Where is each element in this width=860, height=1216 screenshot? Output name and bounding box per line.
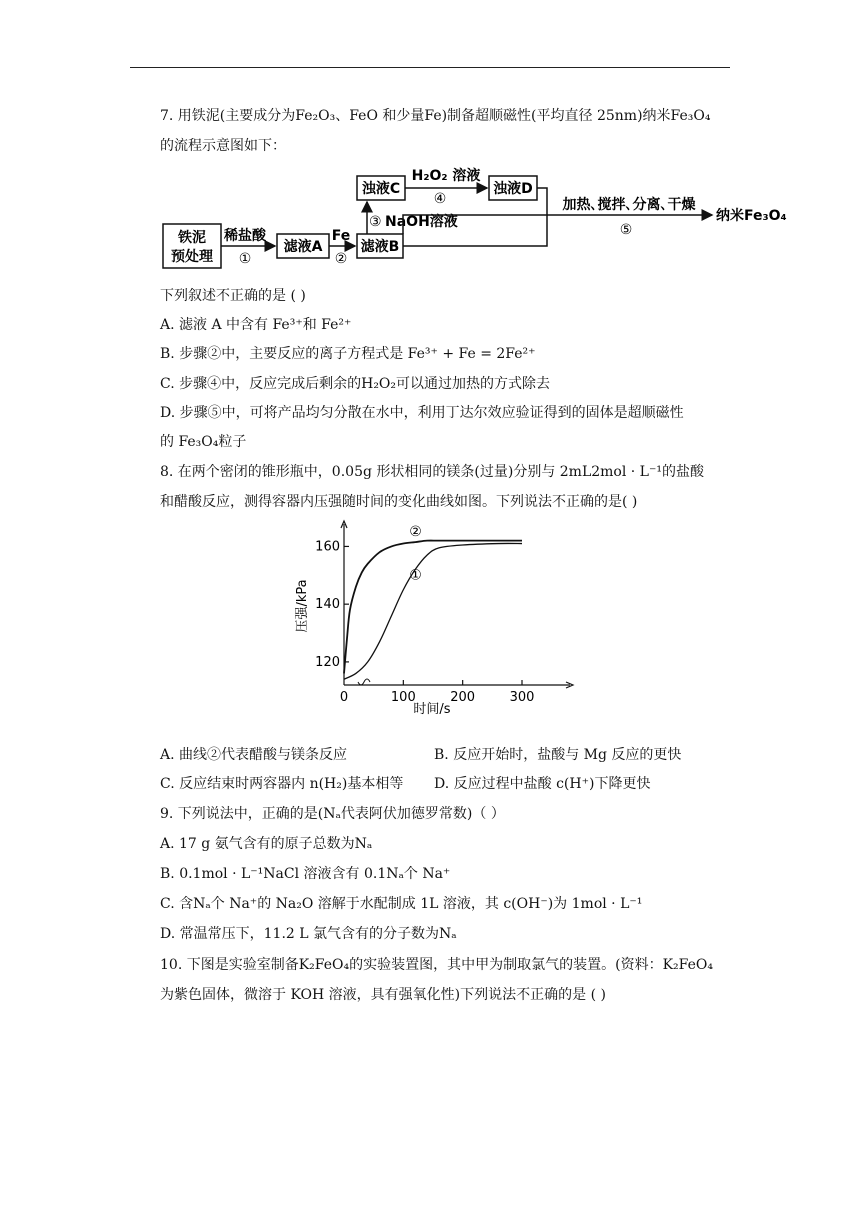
q10-stem-line1: 10. 下图是实验室制备K₂FeO₄的实验装置图，其中甲为制取氯气的装置。(资料：K₂FeO₄ [160,957,713,973]
q7-flow-diagram [160,160,800,272]
q9-option-c: C. 含Nₐ个 Na⁺的 Na₂O 溶解于水配制成 1L 溶液，其 c(OH⁻)为 1mol · L⁻¹ [160,896,643,912]
process-5: 加热､搅拌､分离､干燥 [562,197,696,213]
box-filtrate-b-label: 滤液B [360,239,400,255]
q9-stem: 9. 下列说法中，正确的是(Nₐ代表阿伏加德罗常数)（ ） [160,806,505,822]
reagent-2: Fe [331,228,351,244]
reagent-4: H₂O₂ 溶液 [411,168,481,184]
axis-break-mark [358,679,370,685]
box-start-line1: 铁泥 [178,230,206,246]
reagent-1: 稀盐酸 [224,228,266,244]
step-3: ③ [369,214,382,230]
q8-option-a: A. 曲线②代表醋酸与镁条反应 [160,747,348,763]
q7-option-b: B. 步骤②中，主要反应的离子方程式是 Fe³⁺ + Fe = 2Fe²⁺ [160,346,536,362]
step-5: ⑤ [619,222,633,238]
q7-option-d: D. 步骤⑤中，可将产品均匀分散在水中，利用丁达尔效应验证得到的固体是超顺磁性 [160,405,684,421]
y-tick-label: 160 [315,539,340,555]
header-rule [130,67,730,68]
q9-option-b: B. 0.1mol · L⁻¹NaCl 溶液含有 0.1Nₐ个 Na⁺ [160,866,451,882]
x-tick-label: 100 [390,690,416,705]
q8-option-b: B. 反应开始时，盐酸与 Mg 反应的更快 [434,747,682,763]
y-tick-label: 120 [315,654,340,670]
q8-stem-line2: 和醋酸反应，测得容器内压强随时间的变化曲线如图。下列说法不正确的是( ) [160,494,638,510]
q7-prompt: 下列叙述不正确的是 ( ) [160,288,306,304]
q8-option-d: D. 反应过程中盐酸 c(H⁺)下降更快 [434,776,651,792]
q7-stem-line1: 7. 用铁泥(主要成分为Fe₂O₃、FeO 和少量Fe)制备超顺磁性(平均直径 25nm)纳米Fe₃O₄ [160,108,711,124]
step-4: ④ [433,191,447,207]
chart-ylabel: 压强/kPa [295,579,310,633]
q8-option-c: C. 反应结束时两容器内 n(H₂)基本相等 [160,776,404,792]
x-tick-label: 200 [450,690,476,705]
q10-stem-line2: 为紫色固体，微溶于 KOH 溶液，具有强氧化性)下列说法不正确的是 ( ) [160,987,606,1003]
box-start-line2: 预处理 [171,249,213,265]
series-line-2 [344,541,522,674]
q7-option-c: C. 步骤④中，反应完成后剩余的H₂O₂可以通过加热的方式除去 [160,376,551,392]
series-line-1 [344,543,522,679]
q7-option-d-cont: 的 Fe₃O₄粒子 [160,434,247,450]
y-tick-label: 140 [315,597,340,613]
series-label-1: ① [409,567,422,584]
x-tick-label: 300 [509,690,535,705]
series-label-2: ② [409,524,422,541]
pressure-time-chart [290,518,590,722]
reagent-3: NaOH溶液 [385,214,458,230]
x-tick-label: 0 [339,690,349,705]
step-1: ① [238,251,252,267]
chart-xlabel: 时间/s [413,702,451,717]
box-filtrate-a-label: 滤液A [283,239,323,255]
q7-stem-line2: 的流程示意图如下： [160,138,286,154]
q7-option-a: A. 滤液 A 中含有 Fe³⁺和 Fe²⁺ [160,317,352,333]
step-2: ② [334,251,348,267]
q8-stem-line1: 8. 在两个密闭的锥形瓶中，0.05g 形状相同的镁条(过量)分别与 2mL2mol · L⁻¹的盐酸 [160,464,704,480]
product: 纳米Fe₃O₄ [716,208,787,224]
q9-option-d: D. 常温常压下，11.2 L 氯气含有的分子数为Nₐ [160,926,457,942]
q9-option-a: A. 17 g 氨气含有的原子总数为Nₐ [160,836,373,852]
box-turbid-c-label: 浊液C [361,181,401,197]
box-turbid-d-label: 浊液D [493,181,533,197]
